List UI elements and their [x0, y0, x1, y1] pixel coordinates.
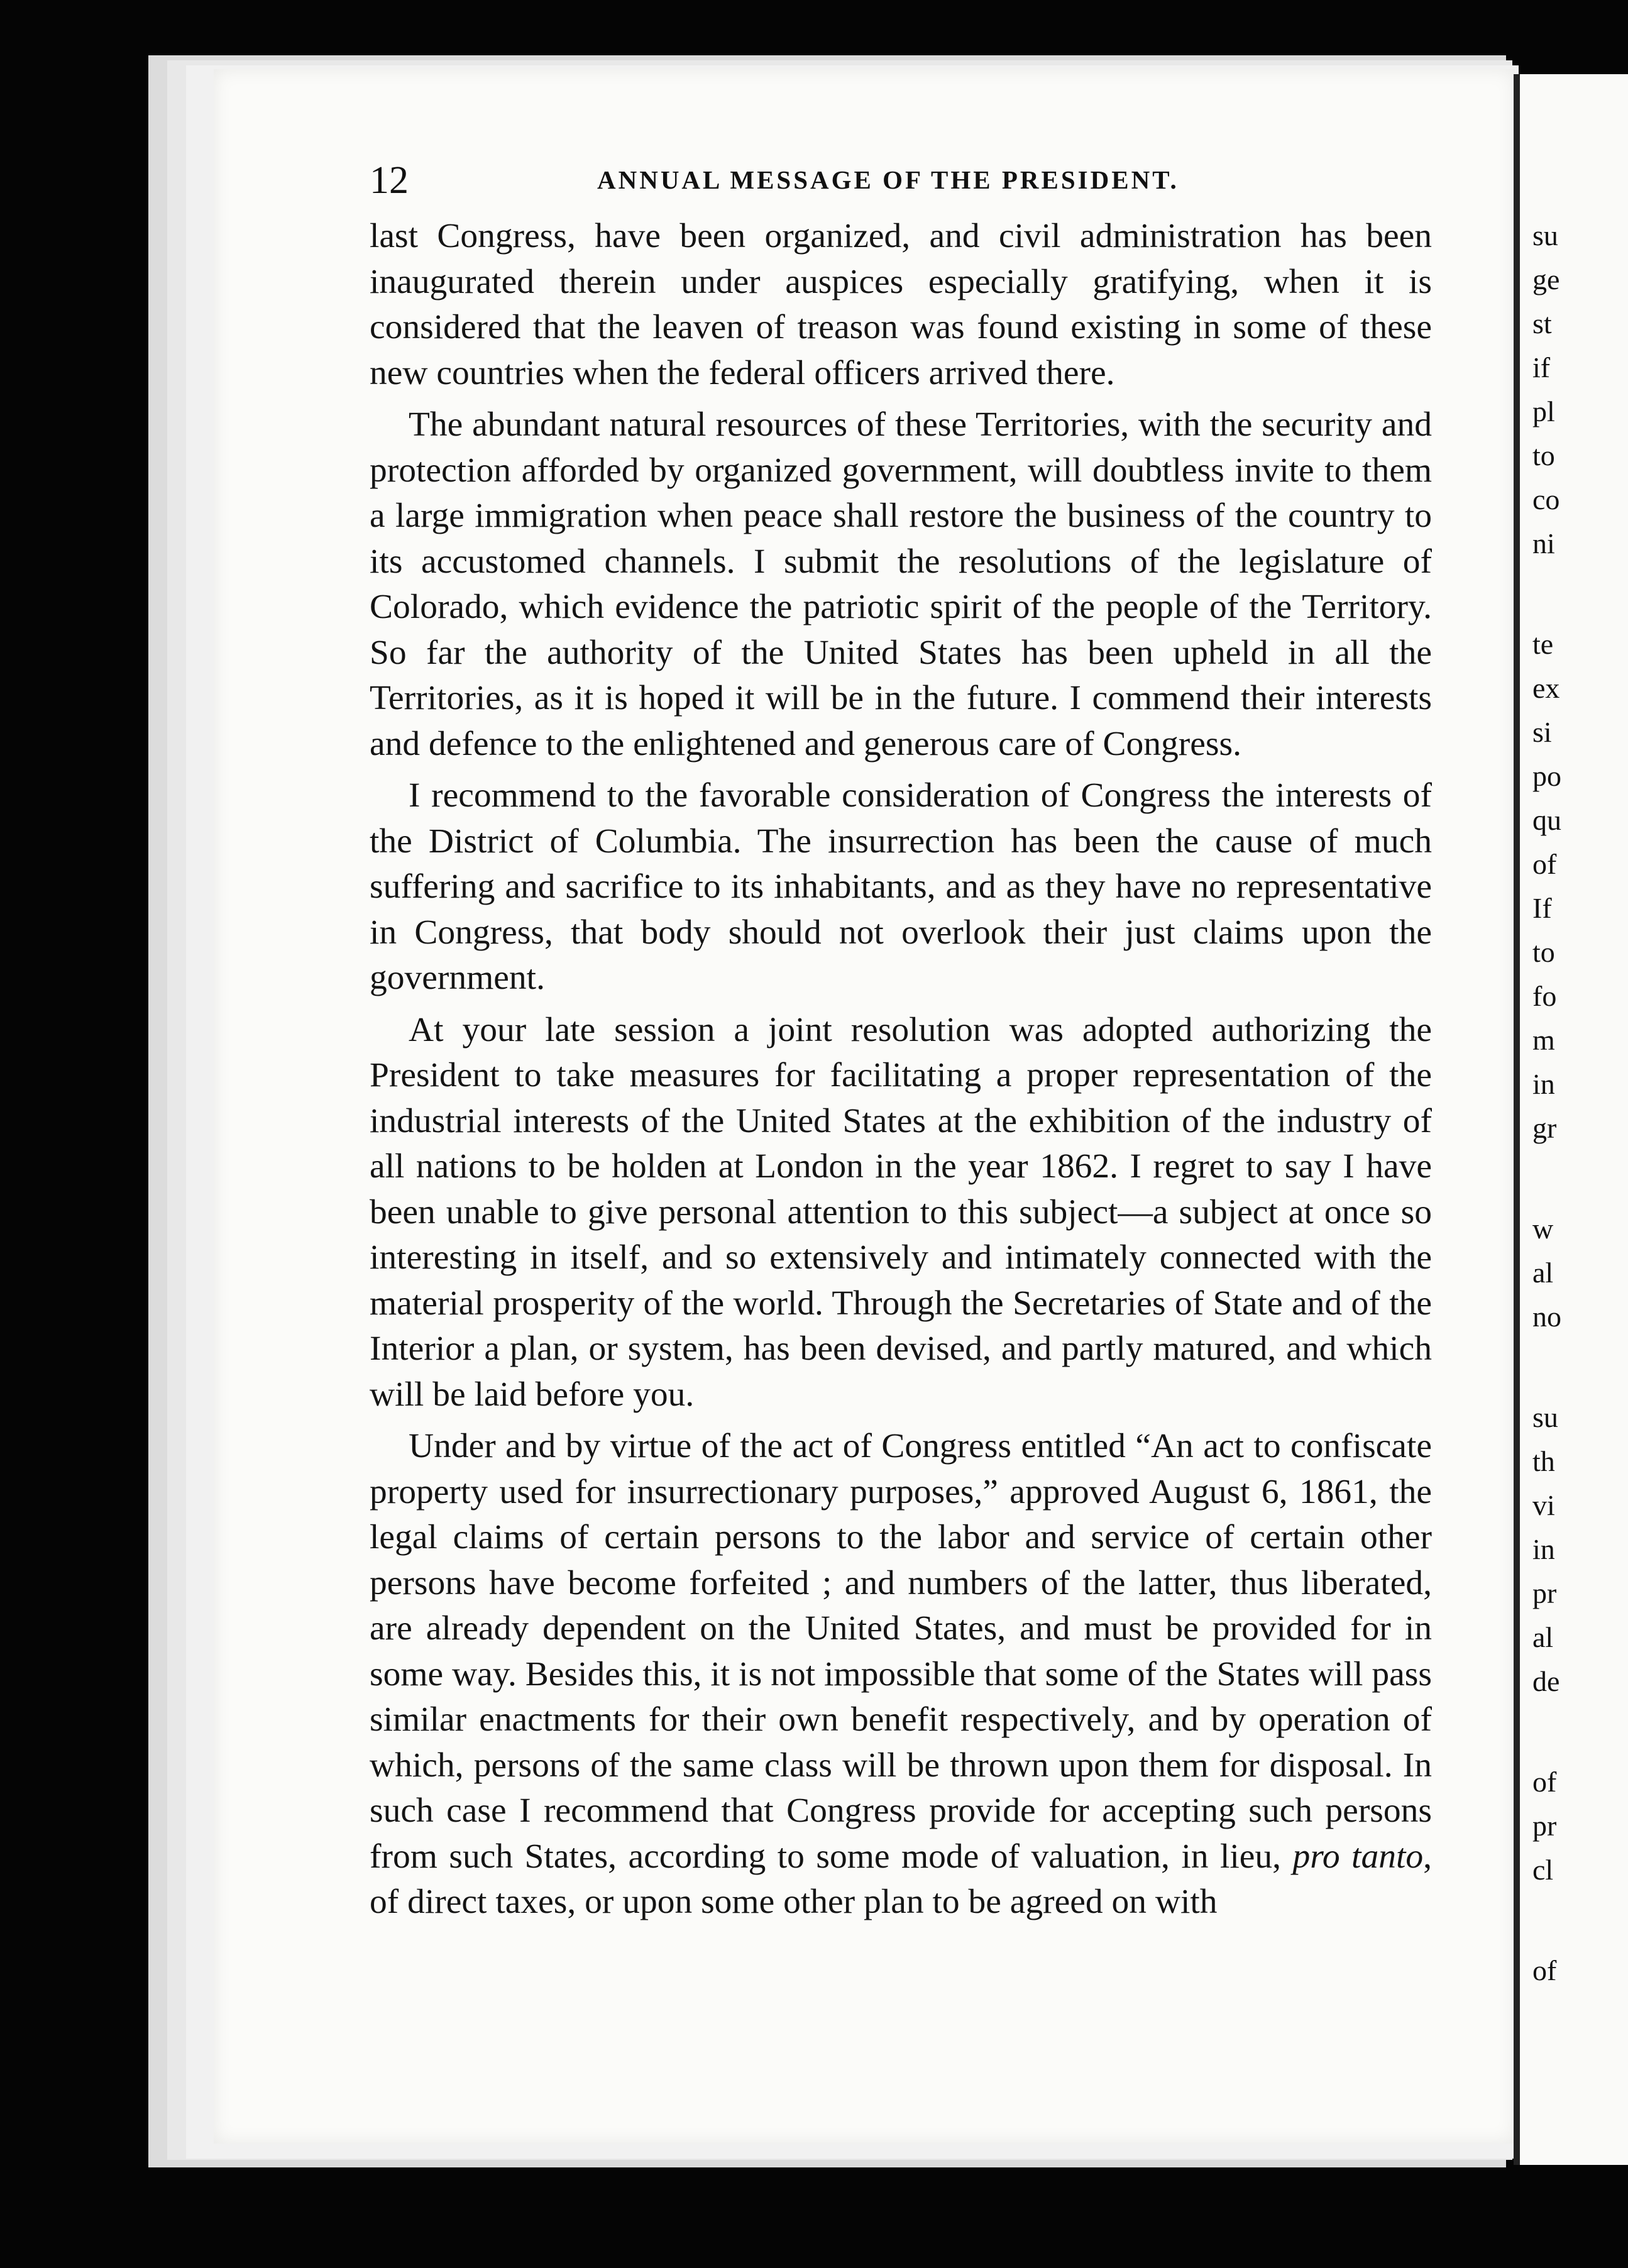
facing-page-fragment: de — [1532, 1665, 1560, 1697]
facing-page-fragment: vi — [1532, 1489, 1555, 1521]
paragraph: At your late session a joint resolution was adopted authorizing the President to take measures for facilitating a proper representation of the industrial interests of the United States at the exhibition of the industry of all nations to be holden at London in the year 1862. I regret to say I have been unable to give personal attention to this subject—a subject at once so interesting in itself, and so extensively and intimately connected with the material prosperity of the world. Through the Secretaries of State and of the Interior a plan, or system, has been devised, and partly matured, and which will be laid before you. — [370, 1010, 1432, 1414]
facing-page-fragment: pl — [1532, 395, 1555, 427]
facing-page-fragment: su — [1532, 219, 1558, 251]
paragraph-text: Under and by virtue of the act of Congress entitled “An act to confiscate property used for insurrectionary purposes,” approved August 6, 1861, the legal claims of certain persons to the labor and service of certain other persons have become forfeited ; and numbers of the latter, thus liberated, are already dependent on the United States, and must be provided for in some way. Besides this, it is not impossible that some of the States will pass similar enactments for their own benefit respectively, and by operation of which, persons of the same class will be thrown upon them for disposal. In such case I recommend that Congress provide for accepting such persons from such States, according to some mode of valuation, in lieu, — [370, 1427, 1432, 1876]
facing-page-fragment: m — [1532, 1024, 1555, 1056]
paragraph-text: , of direct taxes, or upon some other plan to be agreed on with — [370, 1837, 1433, 1921]
facing-page-fragment: pr — [1532, 1810, 1557, 1842]
facing-page-fragment: If — [1532, 892, 1552, 924]
facing-page-fragment: ex — [1532, 672, 1560, 704]
facing-page-fragment: in — [1532, 1068, 1555, 1100]
facing-page-fragment: co — [1532, 483, 1560, 515]
facing-page-fragment: ni — [1532, 527, 1555, 559]
facing-page-fragment: al — [1532, 1257, 1554, 1289]
facing-page-fragment: th — [1532, 1445, 1555, 1477]
facing-page-fragment: qu — [1532, 804, 1561, 836]
facing-page-fragment: if — [1532, 351, 1551, 383]
running-head: ANNUAL MESSAGE OF THE PRESIDENT. — [597, 165, 1179, 194]
facing-page-fragment: su — [1532, 1401, 1558, 1433]
facing-page-fragment: cl — [1532, 1854, 1554, 1886]
paragraph: I recommend to the favorable consideration of Congress the interests of the District of Columbia. The insurrection has been the cause of much suffering and sacrifice to its inhabitants, and as they have no representative in Congress, that body should not overlook their just claims upon the government. — [370, 776, 1432, 997]
facing-page-fragment: of — [1532, 848, 1557, 880]
facing-page-fragment: pr — [1532, 1577, 1557, 1609]
paragraph — [370, 1424, 1432, 1925]
facing-page-fragment: si — [1532, 716, 1552, 748]
facing-page-fragment: to — [1532, 936, 1555, 968]
page-header — [370, 158, 1206, 209]
body-text — [370, 214, 1432, 1932]
facing-page-fragment: in — [1532, 1533, 1555, 1565]
facing-page-fragment: no — [1532, 1301, 1561, 1333]
page-number: 12 — [370, 159, 409, 202]
italic-phrase: pro tanto — [1292, 1837, 1424, 1876]
paragraph: last Congress, have been organized, and civil administration has been inaugurated therein under auspices especially gratifying, when it is considered that the leaven of treason was found existing in some of these new countries when the federal officers arrived there. — [370, 217, 1432, 392]
facing-page-fragment: fo — [1532, 980, 1557, 1012]
facing-page-fragment: po — [1532, 760, 1561, 792]
facing-page-fragment: ge — [1532, 263, 1560, 295]
facing-page-edge — [1514, 74, 1628, 2165]
paragraph: The abundant natural resources of these Territories, with the security and protection afforded by organized government, will doubtless invite to them a large immigration when peace shall restore the business of the country to its accustomed channels. I submit the resolutions of the legislature of Colorado, which evidence the patriotic spirit of the people of the Territory. So far the authority of the United States has been upheld in all the Territories, as it is hoped it will be in the future. I commend their interests and defence to the enlightened and generous care of Congress. — [370, 405, 1432, 763]
facing-page-fragment: of — [1532, 1954, 1557, 1986]
facing-page-fragment: of — [1532, 1766, 1557, 1798]
facing-page-fragment: st — [1532, 307, 1552, 339]
facing-page-fragment: gr — [1532, 1112, 1557, 1144]
facing-page-fragment: to — [1532, 439, 1555, 471]
facing-page-fragment: te — [1532, 628, 1554, 660]
facing-page-fragment: al — [1532, 1621, 1554, 1653]
facing-page-fragment: w — [1532, 1213, 1554, 1245]
